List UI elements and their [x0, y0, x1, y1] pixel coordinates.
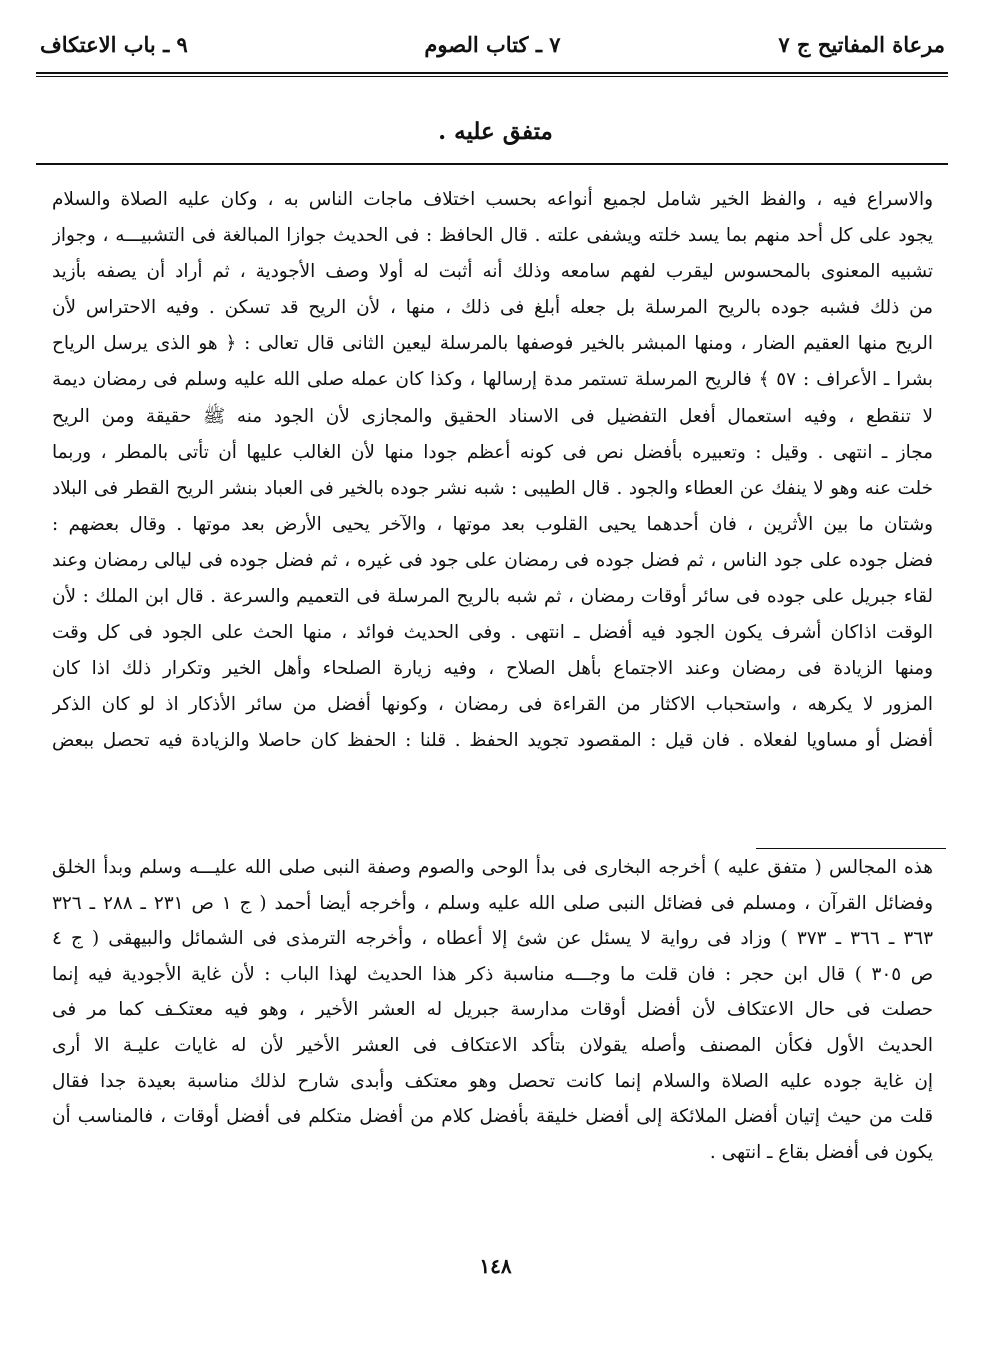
footnote-commentary: [52, 850, 933, 1170]
body-line: مجاز ـ انتهى . وقيل : وتعبيره بأفضل نص فى كونه أعظم جودا منها لأن الغالب عليها أن تأتى بالمطر ، وربما: [52, 441, 933, 463]
header-book-title: مرعاة المفاتيح ج ٧: [778, 32, 945, 57]
header-section-title: ٩ ـ باب الاعتكاف: [40, 32, 188, 57]
body-line: أفضل أو مساويا لفعلاه . فان قيل : المقصود تجويد الحفظ . قلنا : الحفظ كان حاصلا والزيادة فيه تحصل ببعض: [52, 730, 933, 752]
body-line: والاسراع فيه ، والفظ الخير شامل لجميع أنواعه بحسب اختلاف ماجات الناس به ، وكان عليه الصلاة والسلام: [52, 189, 933, 210]
note-line: ٣٦٣ ـ ٣٦٦ ـ ٣٧٣ ) وزاد فى رواية لا يسئل عن شئ إلا أعطاه ، وأخرجه الترمذى فى الشمائل والبيهقى ( ج ٤: [52, 928, 933, 950]
body-line: الوقت اذاكان أشرف يكون الجود فيه أفضل ـ انتهى . وفى الحديث فوائد ، منها الحث على الجود فى كل وقت: [52, 622, 933, 644]
body-line: من ذلك فشبه جوده بالريح المرسلة بل جعله أبلغ فى ذلك ، منها ، لأن الريح قد تسكن . وفيه الاحتراس لأن: [52, 297, 933, 319]
note-line: الحديث الأول فكأن المصنف وأصله يقولان بتأكد الاعتكاف فى العشر الأخير لأن له غايات عليـة الا أرى: [52, 1034, 933, 1056]
body-line: يجود على كل أحد منهم بما يسد خلته ويشفى علته . قال الحافظ : فى الحديث جوازا المبالغة فى التشبيـــه ، وجواز: [52, 225, 933, 247]
page-number: ١٤٨: [479, 1254, 512, 1278]
note-line: وفضائل القرآن ، ومسلم فى فضائل النبى صلى الله عليه وسلم ، وأخرجه أيضا أحمد ( ج ١ ص ٢٣١ ـ ٢٨٨ ـ ٣٢٦: [52, 892, 933, 914]
body-line: ومنها الزيادة فى رمضان وعند الاجتماع بأهل الصلاح ، وفيه زيارة الصلحاء وأهل الخير وتكرار ذلك اذا كان: [52, 658, 933, 680]
body-line: لقاء جبريل على جوده فى سائر أوقات رمضان ، ثم شبه بالريح المرسلة فى التعميم والسرعة . قال ابن الملك : لأن: [52, 586, 933, 608]
note-line: يكون فى أفضل بقاع ـ انتهى .: [709, 1141, 933, 1163]
body-line: الريح منها العقيم الضار ، ومنها المبشر بالخير فوصفها بالمرسلة ليعين الثانى قال تعالى : ﴿ هو الذى يرسل الرياح: [52, 333, 933, 355]
body-line: المزور لا يكرهه ، واستحباب الاكثار من القراءة فى رمضان ، وكونها أفضل من سائر الأذكار اذ لو كان الذكر: [52, 694, 933, 716]
body-line: خلت عنه وهو لا ينفك عن العطاء والجود . قال الطيبى : شبه نشر جوده بالخير فى العباد بنشر الريح القطر فى البلاد: [52, 477, 933, 499]
body-line: فضل جوده على جود الناس ، ثم فضل جوده فى رمضان على جود فى غيره ، ثم فضل جوده فى ليالى رمضان وعند: [52, 549, 933, 571]
note-line: ص ٣٠٥ ) قال ابن حجر : فان قلت ما وجـــه مناسبة ذكر هذا الحديث لهذا الباب : لأن غاية الأجودية فيه إنما: [52, 963, 933, 985]
header-chapter-title: ٧ ـ كتاب الصوم: [424, 32, 561, 57]
note-line: إن غاية جوده عليه الصلاة والسلام إنما كانت تحصل وهو معتكف وأبدى شارح لذلك مناسبة بعيدة جدا فقال: [52, 1070, 933, 1092]
note-line: قلت من حيث إتيان أفضل الملائكة إلى أفضل خليقة بأفضل كلام من أفضل متكلم فى أفضل أوقات ، فالمناسب أن: [52, 1106, 933, 1128]
body-line: تشبيه المعنوى بالمحسوس ليقرب لفهم سامعه وذلك أنه أثبت له أولا وصف الأجودية ، ثم أراد أن يصفه بأزيد: [52, 261, 933, 283]
note-line: حصلت فى حال الاعتكاف لأن أفضل أوقات مدارسة جبريل له العشر الأخير ، وهو فيه معتكـف كما مر فى: [52, 999, 933, 1021]
note-line: هذه المجالس ( متفق عليه ) أخرجه البخارى فى بدأ الوحى والصوم وصفة النبى صلى الله عليـــه وسلم وبدأ الخلق: [52, 857, 933, 878]
heading-rule: [36, 163, 948, 165]
body-line: بشرا ـ الأعراف : ٥٧ ﴾ فالريح المرسلة تستمر مدة إرسالها ، وكذا كان عمله صلى الله عليه وسلم فى رمضان ديمة: [52, 369, 933, 391]
commentary-body: [52, 182, 933, 760]
hadith-heading: متفق عليه .: [438, 118, 553, 145]
body-line: وشتان ما بين الأثرين ، فان أحدهما يحيى القلوب بعد موتها ، والآخر يحيى الأرض بعد موتها . وقال بعضهم :: [52, 513, 933, 535]
header-rule-thin: [36, 76, 948, 77]
running-header: [40, 28, 945, 68]
header-rule: [36, 72, 948, 74]
footnote-divider: [756, 848, 946, 849]
body-line: لا تنقطع ، وفيه استعمال أفعل التفضيل فى الاسناد الحقيق والمجازى لأن الجود منه ﷺ حقيقة ومن الريح: [52, 405, 933, 427]
